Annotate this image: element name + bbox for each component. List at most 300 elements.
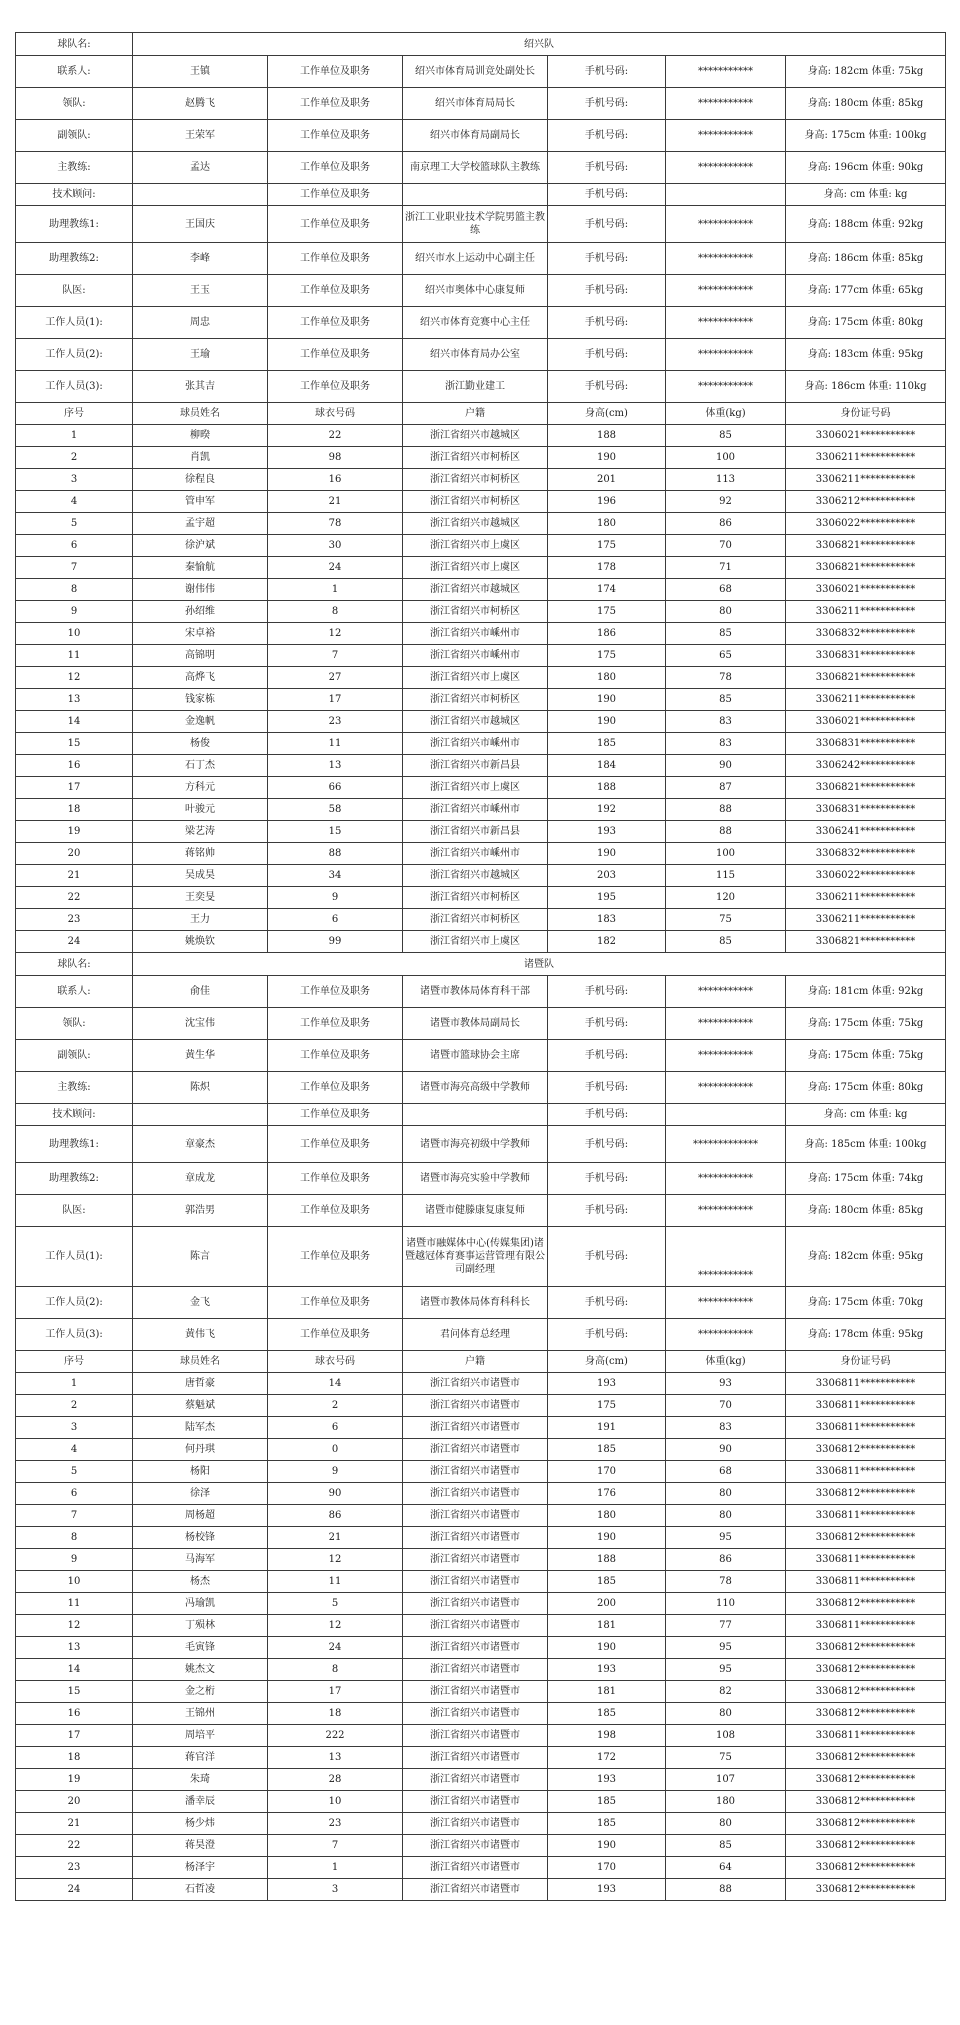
player-weight: 71 [666,557,786,579]
staff-name: 沈宝伟 [133,1008,268,1040]
header-huji: 户籍 [403,403,548,425]
player-id: 3306812*********** [786,1835,946,1857]
player-weight: 95 [666,1527,786,1549]
player-jersey: 21 [268,1527,403,1549]
player-jersey: 98 [268,447,403,469]
team-name-label: 球队名: [16,953,133,976]
player-row [16,777,946,799]
header-id: 身份证号码 [786,1351,946,1373]
staff-role: 技术顾问: [16,1104,133,1126]
staff-unit: 绍兴市体育局局长 [403,88,548,120]
team-name-label: 球队名: [16,33,133,56]
player-row [16,1747,946,1769]
player-no: 6 [16,535,133,557]
player-row [16,1879,946,1901]
player-jersey: 7 [268,1835,403,1857]
player-no: 8 [16,579,133,601]
player-height: 190 [548,1835,666,1857]
player-weight: 80 [666,1813,786,1835]
player-name: 高锦明 [133,645,268,667]
player-id: 3306811*********** [786,1373,946,1395]
staff-row [16,307,946,339]
staff-unit: 君问体育总经理 [403,1319,548,1351]
header-id: 身份证号码 [786,403,946,425]
player-huji: 浙江省绍兴市诸暨市 [403,1747,548,1769]
player-no: 22 [16,887,133,909]
player-row [16,1373,946,1395]
player-no: 4 [16,491,133,513]
player-weight: 83 [666,733,786,755]
player-row [16,1703,946,1725]
header-jersey: 球衣号码 [268,403,403,425]
staff-name: 周忠 [133,307,268,339]
player-huji: 浙江省绍兴市柯桥区 [403,909,548,931]
player-huji: 浙江省绍兴市越城区 [403,711,548,733]
player-no: 10 [16,623,133,645]
player-row [16,601,946,623]
staff-unit: 绍兴市水上运动中心副主任 [403,243,548,275]
player-row [16,1681,946,1703]
player-huji: 浙江省绍兴市诸暨市 [403,1593,548,1615]
player-huji: 浙江省绍兴市越城区 [403,425,548,447]
player-jersey: 12 [268,1615,403,1637]
player-row [16,1659,946,1681]
staff-role: 联系人: [16,56,133,88]
player-row [16,623,946,645]
staff-phone: *********** [666,1072,786,1104]
staff-phone: *********** [666,88,786,120]
player-row [16,513,946,535]
player-no: 1 [16,1373,133,1395]
player-row [16,1615,946,1637]
staff-role: 工作人员(3): [16,1319,133,1351]
player-huji: 浙江省绍兴市诸暨市 [403,1857,548,1879]
player-weight: 68 [666,1461,786,1483]
player-name: 石哲凌 [133,1879,268,1901]
player-huji: 浙江省绍兴市诸暨市 [403,1769,548,1791]
work-unit-label: 工作单位及职务 [268,1163,403,1195]
work-unit-label: 工作单位及职务 [268,275,403,307]
staff-role: 队医: [16,1195,133,1227]
staff-phone: *********** [666,976,786,1008]
player-height: 188 [548,425,666,447]
staff-row [16,339,946,371]
work-unit-label: 工作单位及职务 [268,371,403,403]
player-row [16,931,946,953]
player-weight: 86 [666,513,786,535]
player-height: 174 [548,579,666,601]
player-jersey: 8 [268,601,403,623]
staff-row [16,371,946,403]
phone-label: 手机号码: [548,1104,666,1126]
player-id: 3306812*********** [786,1769,946,1791]
player-name: 王力 [133,909,268,931]
player-weight: 83 [666,1417,786,1439]
player-height: 185 [548,1703,666,1725]
staff-row [16,1040,946,1072]
player-jersey: 28 [268,1769,403,1791]
player-jersey: 99 [268,931,403,953]
staff-body-stats: 身高: 180cm 体重: 85kg [786,88,946,120]
player-jersey: 30 [268,535,403,557]
player-row [16,689,946,711]
player-name: 秦愉航 [133,557,268,579]
player-height: 193 [548,1659,666,1681]
player-name: 蒋铭帅 [133,843,268,865]
work-unit-label: 工作单位及职务 [268,1195,403,1227]
player-no: 23 [16,909,133,931]
player-name: 杨泽宇 [133,1857,268,1879]
phone-label: 手机号码: [548,1008,666,1040]
phone-label: 手机号码: [548,88,666,120]
staff-role: 领队: [16,1008,133,1040]
player-name: 徐泽 [133,1483,268,1505]
player-no: 3 [16,1417,133,1439]
player-height: 198 [548,1725,666,1747]
staff-phone [666,1104,786,1126]
staff-unit: 南京理工大学校篮球队主教练 [403,152,548,184]
player-no: 14 [16,711,133,733]
player-weight: 85 [666,931,786,953]
player-no: 24 [16,931,133,953]
player-no: 9 [16,601,133,623]
work-unit-label: 工作单位及职务 [268,243,403,275]
staff-body-stats: 身高: 188cm 体重: 92kg [786,206,946,243]
player-name: 王锦州 [133,1703,268,1725]
player-weight: 93 [666,1373,786,1395]
phone-label: 手机号码: [548,206,666,243]
player-name: 蒋昊澄 [133,1835,268,1857]
player-name: 杨杰 [133,1571,268,1593]
player-jersey: 15 [268,821,403,843]
player-height: 175 [548,535,666,557]
player-huji: 浙江省绍兴市柯桥区 [403,447,548,469]
staff-role: 工作人员(3): [16,371,133,403]
header-name: 球员姓名 [133,1351,268,1373]
staff-name [133,184,268,206]
player-row [16,1857,946,1879]
player-id: 3306021*********** [786,711,946,733]
player-row [16,1549,946,1571]
staff-body-stats: 身高: 181cm 体重: 92kg [786,976,946,1008]
player-jersey: 13 [268,755,403,777]
staff-name: 赵腾飞 [133,88,268,120]
player-id: 3306832*********** [786,623,946,645]
staff-name: 王瑜 [133,339,268,371]
player-huji: 浙江省绍兴市诸暨市 [403,1725,548,1747]
player-id: 3306812*********** [786,1439,946,1461]
player-id: 3306241*********** [786,821,946,843]
player-row [16,557,946,579]
player-height: 188 [548,1549,666,1571]
player-name: 潘幸辰 [133,1791,268,1813]
header-huji: 户籍 [403,1351,548,1373]
staff-role: 副领队: [16,120,133,152]
player-weight: 108 [666,1725,786,1747]
player-huji: 浙江省绍兴市新昌县 [403,755,548,777]
staff-body-stats: 身高: 180cm 体重: 85kg [786,1195,946,1227]
player-weight: 88 [666,799,786,821]
player-no: 5 [16,1461,133,1483]
staff-unit: 诸暨市教体局副局长 [403,1008,548,1040]
player-height: 185 [548,1813,666,1835]
staff-body-stats: 身高: 186cm 体重: 85kg [786,243,946,275]
staff-role: 助理教练1: [16,206,133,243]
player-weight: 80 [666,1505,786,1527]
player-id: 3306211*********** [786,601,946,623]
player-weight: 115 [666,865,786,887]
staff-row [16,1195,946,1227]
player-jersey: 1 [268,579,403,601]
player-huji: 浙江省绍兴市诸暨市 [403,1813,548,1835]
staff-name [133,1104,268,1126]
player-jersey: 34 [268,865,403,887]
player-row [16,909,946,931]
player-id: 3306831*********** [786,799,946,821]
staff-name: 孟达 [133,152,268,184]
work-unit-label: 工作单位及职务 [268,1104,403,1126]
player-name: 周培平 [133,1725,268,1747]
player-row [16,1571,946,1593]
staff-unit: 浙江工业职业技术学院男篮主教练 [403,206,548,243]
player-id: 3306821*********** [786,557,946,579]
player-huji: 浙江省绍兴市上虞区 [403,777,548,799]
staff-phone: *********** [666,152,786,184]
player-name: 管申军 [133,491,268,513]
player-row [16,821,946,843]
phone-label: 手机号码: [548,1163,666,1195]
player-id: 3306812*********** [786,1593,946,1615]
roster-table [15,32,946,1901]
player-height: 200 [548,1593,666,1615]
player-jersey: 24 [268,557,403,579]
player-no: 18 [16,799,133,821]
staff-phone: *********** [666,307,786,339]
player-weight: 85 [666,1835,786,1857]
player-jersey: 86 [268,1505,403,1527]
player-jersey: 0 [268,1439,403,1461]
staff-name: 王玉 [133,275,268,307]
player-id: 3306832*********** [786,843,946,865]
staff-phone: *********** [666,371,786,403]
player-row [16,755,946,777]
player-row [16,667,946,689]
staff-role: 工作人员(2): [16,1287,133,1319]
player-height: 190 [548,711,666,733]
player-weight: 75 [666,909,786,931]
staff-phone: *********** [666,243,786,275]
player-weight: 95 [666,1637,786,1659]
player-jersey: 24 [268,1637,403,1659]
player-huji: 浙江省绍兴市诸暨市 [403,1439,548,1461]
player-no: 7 [16,557,133,579]
player-row [16,1725,946,1747]
staff-role: 技术顾问: [16,184,133,206]
player-huji: 浙江省绍兴市诸暨市 [403,1527,548,1549]
player-height: 195 [548,887,666,909]
staff-role: 工作人员(1): [16,1227,133,1287]
staff-role: 领队: [16,88,133,120]
player-no: 23 [16,1857,133,1879]
player-name: 徐沪斌 [133,535,268,557]
staff-body-stats: 身高: 185cm 体重: 100kg [786,1126,946,1163]
staff-phone: *********** [666,206,786,243]
player-height: 180 [548,1505,666,1527]
staff-role: 工作人员(1): [16,307,133,339]
player-row [16,1395,946,1417]
staff-name: 俞佳 [133,976,268,1008]
player-weight: 120 [666,887,786,909]
player-row [16,1813,946,1835]
player-jersey: 90 [268,1483,403,1505]
staff-name: 章豪杰 [133,1126,268,1163]
player-jersey: 88 [268,843,403,865]
player-height: 188 [548,777,666,799]
phone-label: 手机号码: [548,56,666,88]
player-id: 3306211*********** [786,887,946,909]
player-weight: 107 [666,1769,786,1791]
player-weight: 75 [666,1747,786,1769]
player-name: 蔡魁斌 [133,1395,268,1417]
player-id: 3306811*********** [786,1615,946,1637]
player-no: 22 [16,1835,133,1857]
player-name: 丁殒林 [133,1615,268,1637]
staff-row [16,1319,946,1351]
player-height: 181 [548,1681,666,1703]
player-no: 4 [16,1439,133,1461]
player-huji: 浙江省绍兴市诸暨市 [403,1549,548,1571]
player-no: 15 [16,1681,133,1703]
player-id: 3306211*********** [786,469,946,491]
player-height: 185 [548,1571,666,1593]
staff-row [16,56,946,88]
staff-name: 黄伟飞 [133,1319,268,1351]
player-height: 193 [548,821,666,843]
player-no: 19 [16,821,133,843]
player-name: 杨阳 [133,1461,268,1483]
staff-row [16,1227,946,1287]
player-jersey: 6 [268,909,403,931]
player-huji: 浙江省绍兴市柯桥区 [403,887,548,909]
player-name: 蒋官洋 [133,1747,268,1769]
work-unit-label: 工作单位及职务 [268,1319,403,1351]
player-huji: 浙江省绍兴市诸暨市 [403,1483,548,1505]
player-no: 21 [16,1813,133,1835]
player-huji: 浙江省绍兴市上虞区 [403,557,548,579]
player-name: 宋卓裕 [133,623,268,645]
player-huji: 浙江省绍兴市柯桥区 [403,491,548,513]
player-height: 170 [548,1461,666,1483]
staff-name: 李峰 [133,243,268,275]
phone-label: 手机号码: [548,1126,666,1163]
player-id: 3306021*********** [786,425,946,447]
player-weight: 86 [666,1549,786,1571]
player-weight: 90 [666,1439,786,1461]
player-name: 杨少炜 [133,1813,268,1835]
player-id: 3306831*********** [786,645,946,667]
staff-row [16,1072,946,1104]
player-height: 182 [548,931,666,953]
player-name: 徐程良 [133,469,268,491]
player-id: 3306811*********** [786,1725,946,1747]
staff-body-stats: 身高: 175cm 体重: 80kg [786,307,946,339]
player-weight: 100 [666,843,786,865]
player-name: 钱家栋 [133,689,268,711]
staff-body-stats: 身高: 178cm 体重: 95kg [786,1319,946,1351]
player-no: 2 [16,447,133,469]
player-name: 方科元 [133,777,268,799]
player-huji: 浙江省绍兴市诸暨市 [403,1791,548,1813]
player-no: 20 [16,1791,133,1813]
player-jersey: 7 [268,645,403,667]
player-weight: 110 [666,1593,786,1615]
player-row [16,733,946,755]
staff-name: 郭浩男 [133,1195,268,1227]
player-id: 3306821*********** [786,931,946,953]
staff-body-stats: 身高: 183cm 体重: 95kg [786,339,946,371]
player-no: 12 [16,1615,133,1637]
player-no: 12 [16,667,133,689]
player-huji: 浙江省绍兴市诸暨市 [403,1373,548,1395]
work-unit-label: 工作单位及职务 [268,307,403,339]
player-id: 3306812*********** [786,1857,946,1879]
player-no: 17 [16,777,133,799]
player-huji: 浙江省绍兴市诸暨市 [403,1571,548,1593]
player-weight: 68 [666,579,786,601]
player-name: 唐哲豪 [133,1373,268,1395]
player-row [16,1483,946,1505]
player-id: 3306812*********** [786,1703,946,1725]
staff-row [16,243,946,275]
player-jersey: 14 [268,1373,403,1395]
staff-row [16,1008,946,1040]
staff-unit: 诸暨市海亮实验中学教师 [403,1163,548,1195]
player-huji: 浙江省绍兴市越城区 [403,513,548,535]
player-name: 梁艺涛 [133,821,268,843]
header-weight: 体重(kg) [666,1351,786,1373]
player-huji: 浙江省绍兴市越城区 [403,865,548,887]
player-jersey: 11 [268,1571,403,1593]
player-huji: 浙江省绍兴市诸暨市 [403,1417,548,1439]
phone-label: 手机号码: [548,1195,666,1227]
player-id: 3306812*********** [786,1659,946,1681]
staff-phone: *********** [666,1319,786,1351]
player-row [16,887,946,909]
staff-row [16,1163,946,1195]
player-huji: 浙江省绍兴市诸暨市 [403,1835,548,1857]
player-weight: 90 [666,755,786,777]
staff-role: 队医: [16,275,133,307]
staff-name: 金飞 [133,1287,268,1319]
player-height: 180 [548,513,666,535]
player-height: 190 [548,1637,666,1659]
player-weight: 83 [666,711,786,733]
player-weight: 95 [666,1659,786,1681]
player-row [16,1593,946,1615]
player-no: 10 [16,1571,133,1593]
player-jersey: 16 [268,469,403,491]
player-huji: 浙江省绍兴市柯桥区 [403,469,548,491]
work-unit-label: 工作单位及职务 [268,120,403,152]
staff-name: 张其吉 [133,371,268,403]
player-huji: 浙江省绍兴市诸暨市 [403,1659,548,1681]
player-huji: 浙江省绍兴市嵊州市 [403,799,548,821]
staff-unit: 诸暨市海亮高级中学教师 [403,1072,548,1104]
player-height: 190 [548,447,666,469]
staff-unit [403,1104,548,1126]
player-weight: 78 [666,1571,786,1593]
player-huji: 浙江省绍兴市柯桥区 [403,601,548,623]
